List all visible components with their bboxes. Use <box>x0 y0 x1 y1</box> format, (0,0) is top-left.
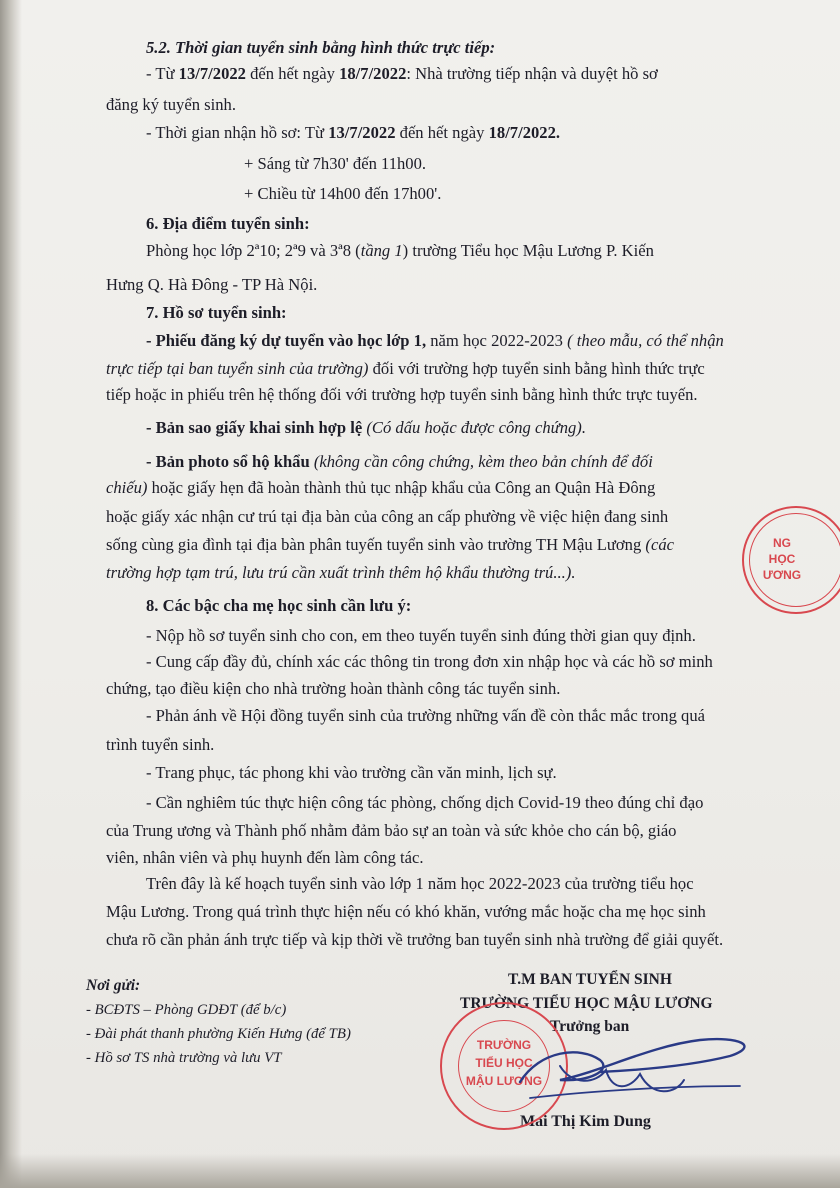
line-segment: tầng 1 <box>360 241 403 260</box>
side-stamp-line: HỌC <box>768 552 796 566</box>
line-segment: chưa rõ cần phản ánh trực tiếp và kịp thời về trưởng ban tuyển sinh nhà trường để giải quyết. <box>106 930 724 949</box>
line-segment: 13/7/2022 <box>328 123 396 142</box>
line-segment: - Bản photo sổ hộ khẩu <box>146 452 310 471</box>
line-segment: (Có dấu hoặc được công chứng). <box>362 418 586 437</box>
line-segment: - Bản sao giấy khai sinh hợp lệ <box>146 418 363 437</box>
recipients-heading: Nơi gửi: <box>86 977 141 994</box>
page-shadow-bottom <box>0 1154 840 1188</box>
line-segment: - Nộp hồ sơ tuyển sinh cho con, em theo tuyến tuyển sinh đúng thời gian quy định. <box>146 626 696 645</box>
recipient-item: - Đài phát thanh phường Kiến Hưng (để TB) <box>86 1026 351 1042</box>
line-segment: sống cùng gia đình tại địa bàn phân tuyến tuyển sinh vào trường TH Mậu Lương <box>106 535 646 554</box>
signature-org-line-2: TRƯỜNG TIỂU HỌC MẬU LƯƠNG <box>460 995 713 1012</box>
line-segment: 13/7/2022 <box>178 64 246 83</box>
line-segment: hoặc giấy xác nhận cư trú tại địa bàn của công an cấp phường về việc hiện đang sinh <box>106 507 669 526</box>
recipient-item: - BCĐTS – Phòng GDĐT (để b/c) <box>86 1002 287 1018</box>
school-seal-line: MẬU LƯƠNG <box>465 1074 543 1088</box>
line-segment: trường hợp tạm trú, lưu trú cần xuất trình thêm hộ khẩu thường trú...). <box>106 563 576 582</box>
line-segment: trình tuyển sinh. <box>106 735 215 754</box>
line-segment: trực tiếp tại ban tuyển sinh của trường) <box>106 359 369 378</box>
line-segment: (không cần công chứng, kèm theo bản chính để đối <box>309 452 653 471</box>
line-segment: - Phản ánh về Hội đồng tuyển sinh của trường những vấn đề còn thắc mắc trong quá <box>146 706 706 725</box>
line-segment: chứng, tạo điều kiện cho nhà trường hoàn thành công tác tuyển sinh. <box>106 679 561 698</box>
side-stamp-line: NG <box>773 536 791 550</box>
line-segment: ( theo mẫu, có thể nhận <box>567 331 724 350</box>
line-segment: - Từ <box>146 64 179 83</box>
line-segment: đến hết ngày <box>245 64 340 83</box>
line-segment: đến hết ngày <box>395 123 489 142</box>
line-segment: 18/7/2022. <box>488 123 561 142</box>
line-segment: đối với trường hợp tuyển sinh bằng hình thức trực <box>368 359 705 378</box>
line-segment: Hưng Q. Hà Đông - TP Hà Nội. <box>106 275 318 294</box>
line-segment: viên, nhân viên và phụ huynh đến làm công tác. <box>106 848 424 867</box>
line-segment: Phòng học lớp 2ª10; 2ª9 và 3ª8 ( <box>146 241 361 260</box>
line-segment: - Cung cấp đầy đủ, chính xác các thông tin trong đơn xin nhập học và các hồ sơ minh <box>146 652 713 671</box>
signature-role: Trưởng ban <box>550 1018 630 1035</box>
signatory-name: Mai Thị Kim Dung <box>520 1113 651 1130</box>
line-segment: đăng ký tuyển sinh. <box>106 95 236 114</box>
line-segment: 6. Địa điểm tuyển sinh: <box>146 214 310 233</box>
line-segment: chiếu) <box>106 478 148 497</box>
line-segment: (các <box>645 535 674 554</box>
signature-org-line-1: T.M BAN TUYỂN SINH <box>508 971 672 988</box>
line-segment: : Nhà trường tiếp nhận và duyệt hồ sơ <box>406 64 658 83</box>
line-segment: tiếp hoặc in phiếu trên hệ thống đối với trường hợp tuyển sinh bằng hình thức trực tuyến. <box>106 385 698 404</box>
line-segment: - Trang phục, tác phong khi vào trường cần văn minh, lịch sự. <box>146 763 557 782</box>
school-seal-line: TIỂU HỌC <box>475 1056 533 1070</box>
line-segment: 5.2. Thời gian tuyển sinh bằng hình thức trực tiếp: <box>146 38 496 57</box>
line-segment: - Thời gian nhận hồ sơ: Từ <box>146 123 329 142</box>
recipient-item: - Hồ sơ TS nhà trường và lưu VT <box>86 1050 282 1066</box>
line-segment: Mậu Lương. Trong quá trình thực hiện nếu có khó khăn, vướng mắc hoặc cha mẹ học sinh <box>106 902 706 921</box>
line-segment: - Cần nghiêm túc thực hiện công tác phòng, chống dịch Covid-19 theo đúng chỉ đạo <box>146 793 704 812</box>
line-segment: hoặc giấy hẹn đã hoàn thành thủ tục nhập khẩu của Công an Quận Hà Đông <box>147 478 656 497</box>
line-segment: năm học 2022-2023 <box>426 331 568 350</box>
line-segment: + Sáng từ 7h30' đến 11h00. <box>244 154 427 173</box>
line-segment: 7. Hồ sơ tuyển sinh: <box>146 303 287 322</box>
line-segment: của Trung ương và Thành phố nhằm đảm bảo sự an toàn và sức khỏe cho cán bộ, giáo <box>106 821 677 840</box>
line-segment: Trên đây là kế hoạch tuyển sinh vào lớp 1 năm học 2022-2023 của trường tiểu học <box>146 874 694 893</box>
line-segment: ) trường Tiểu học Mậu Lương P. Kiến <box>402 241 654 260</box>
line-segment: 18/7/2022 <box>339 64 407 83</box>
line-segment: - Phiếu đăng ký dự tuyển vào học lớp 1, <box>146 331 427 350</box>
side-stamp-line: ƯƠNG <box>762 568 802 582</box>
line-segment: 8. Các bậc cha mẹ học sinh cần lưu ý: <box>146 596 412 615</box>
school-seal-line: TRƯỜNG <box>476 1038 532 1052</box>
line-segment: + Chiều từ 14h00 đến 17h00'. <box>244 184 442 203</box>
